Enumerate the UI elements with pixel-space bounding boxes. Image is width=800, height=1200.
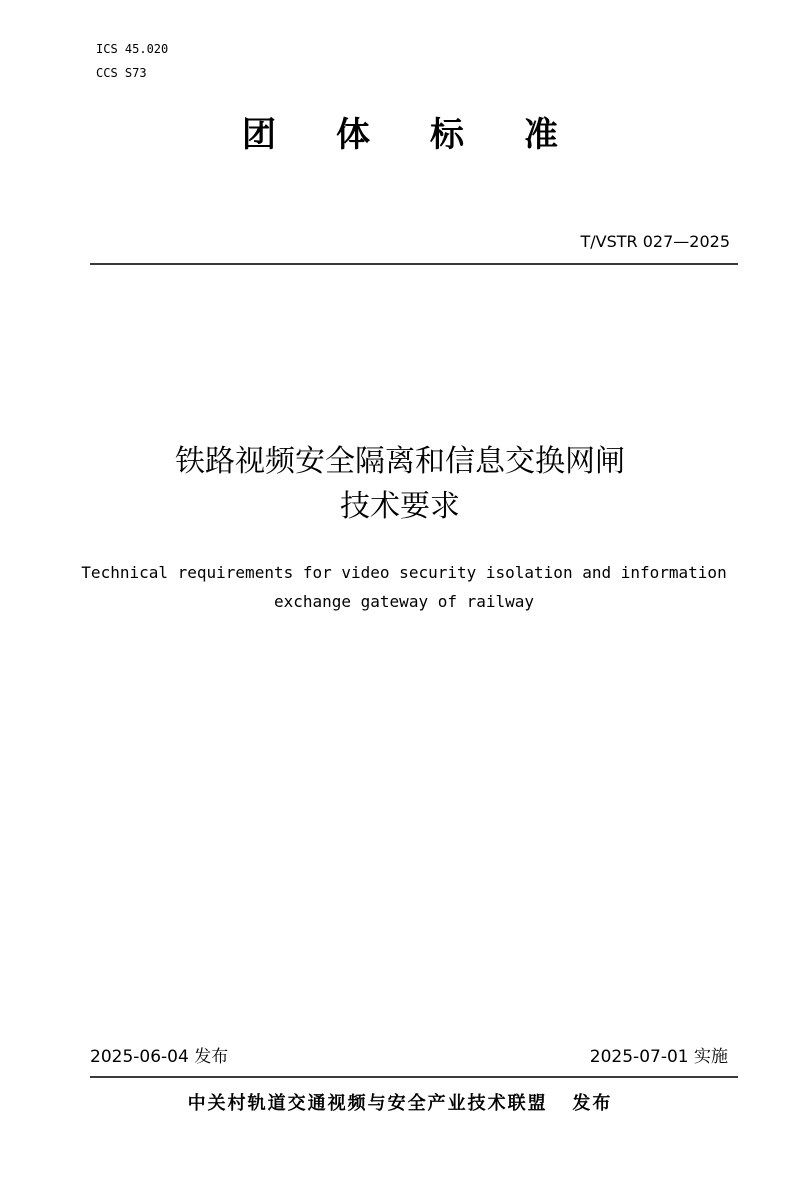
publisher-line: 中关村轨道交通视频与安全产业技术联盟 发布 [187, 1093, 613, 1114]
document-type-heading: 团体标准 [242, 115, 618, 155]
ics-code: ICS 45.020 [96, 42, 169, 56]
implementation-date: 2025-07-01 实施 [589, 1047, 728, 1067]
ccs-code: CCS S73 [96, 66, 147, 80]
chinese-title-line-2: 技术要求 [340, 489, 460, 524]
top-divider [90, 263, 738, 265]
chinese-title-line-1: 铁路视频安全隔离和信息交换网闸 [175, 444, 625, 479]
english-title-line-2: exchange gateway of railway [273, 592, 535, 611]
bottom-divider [90, 1076, 738, 1078]
english-title-line-1: Technical requirements for video security isolation and information [81, 563, 727, 582]
publish-date: 2025-06-04 发布 [90, 1047, 229, 1067]
standard-number: T/VSTR 027—2025 [580, 232, 730, 251]
